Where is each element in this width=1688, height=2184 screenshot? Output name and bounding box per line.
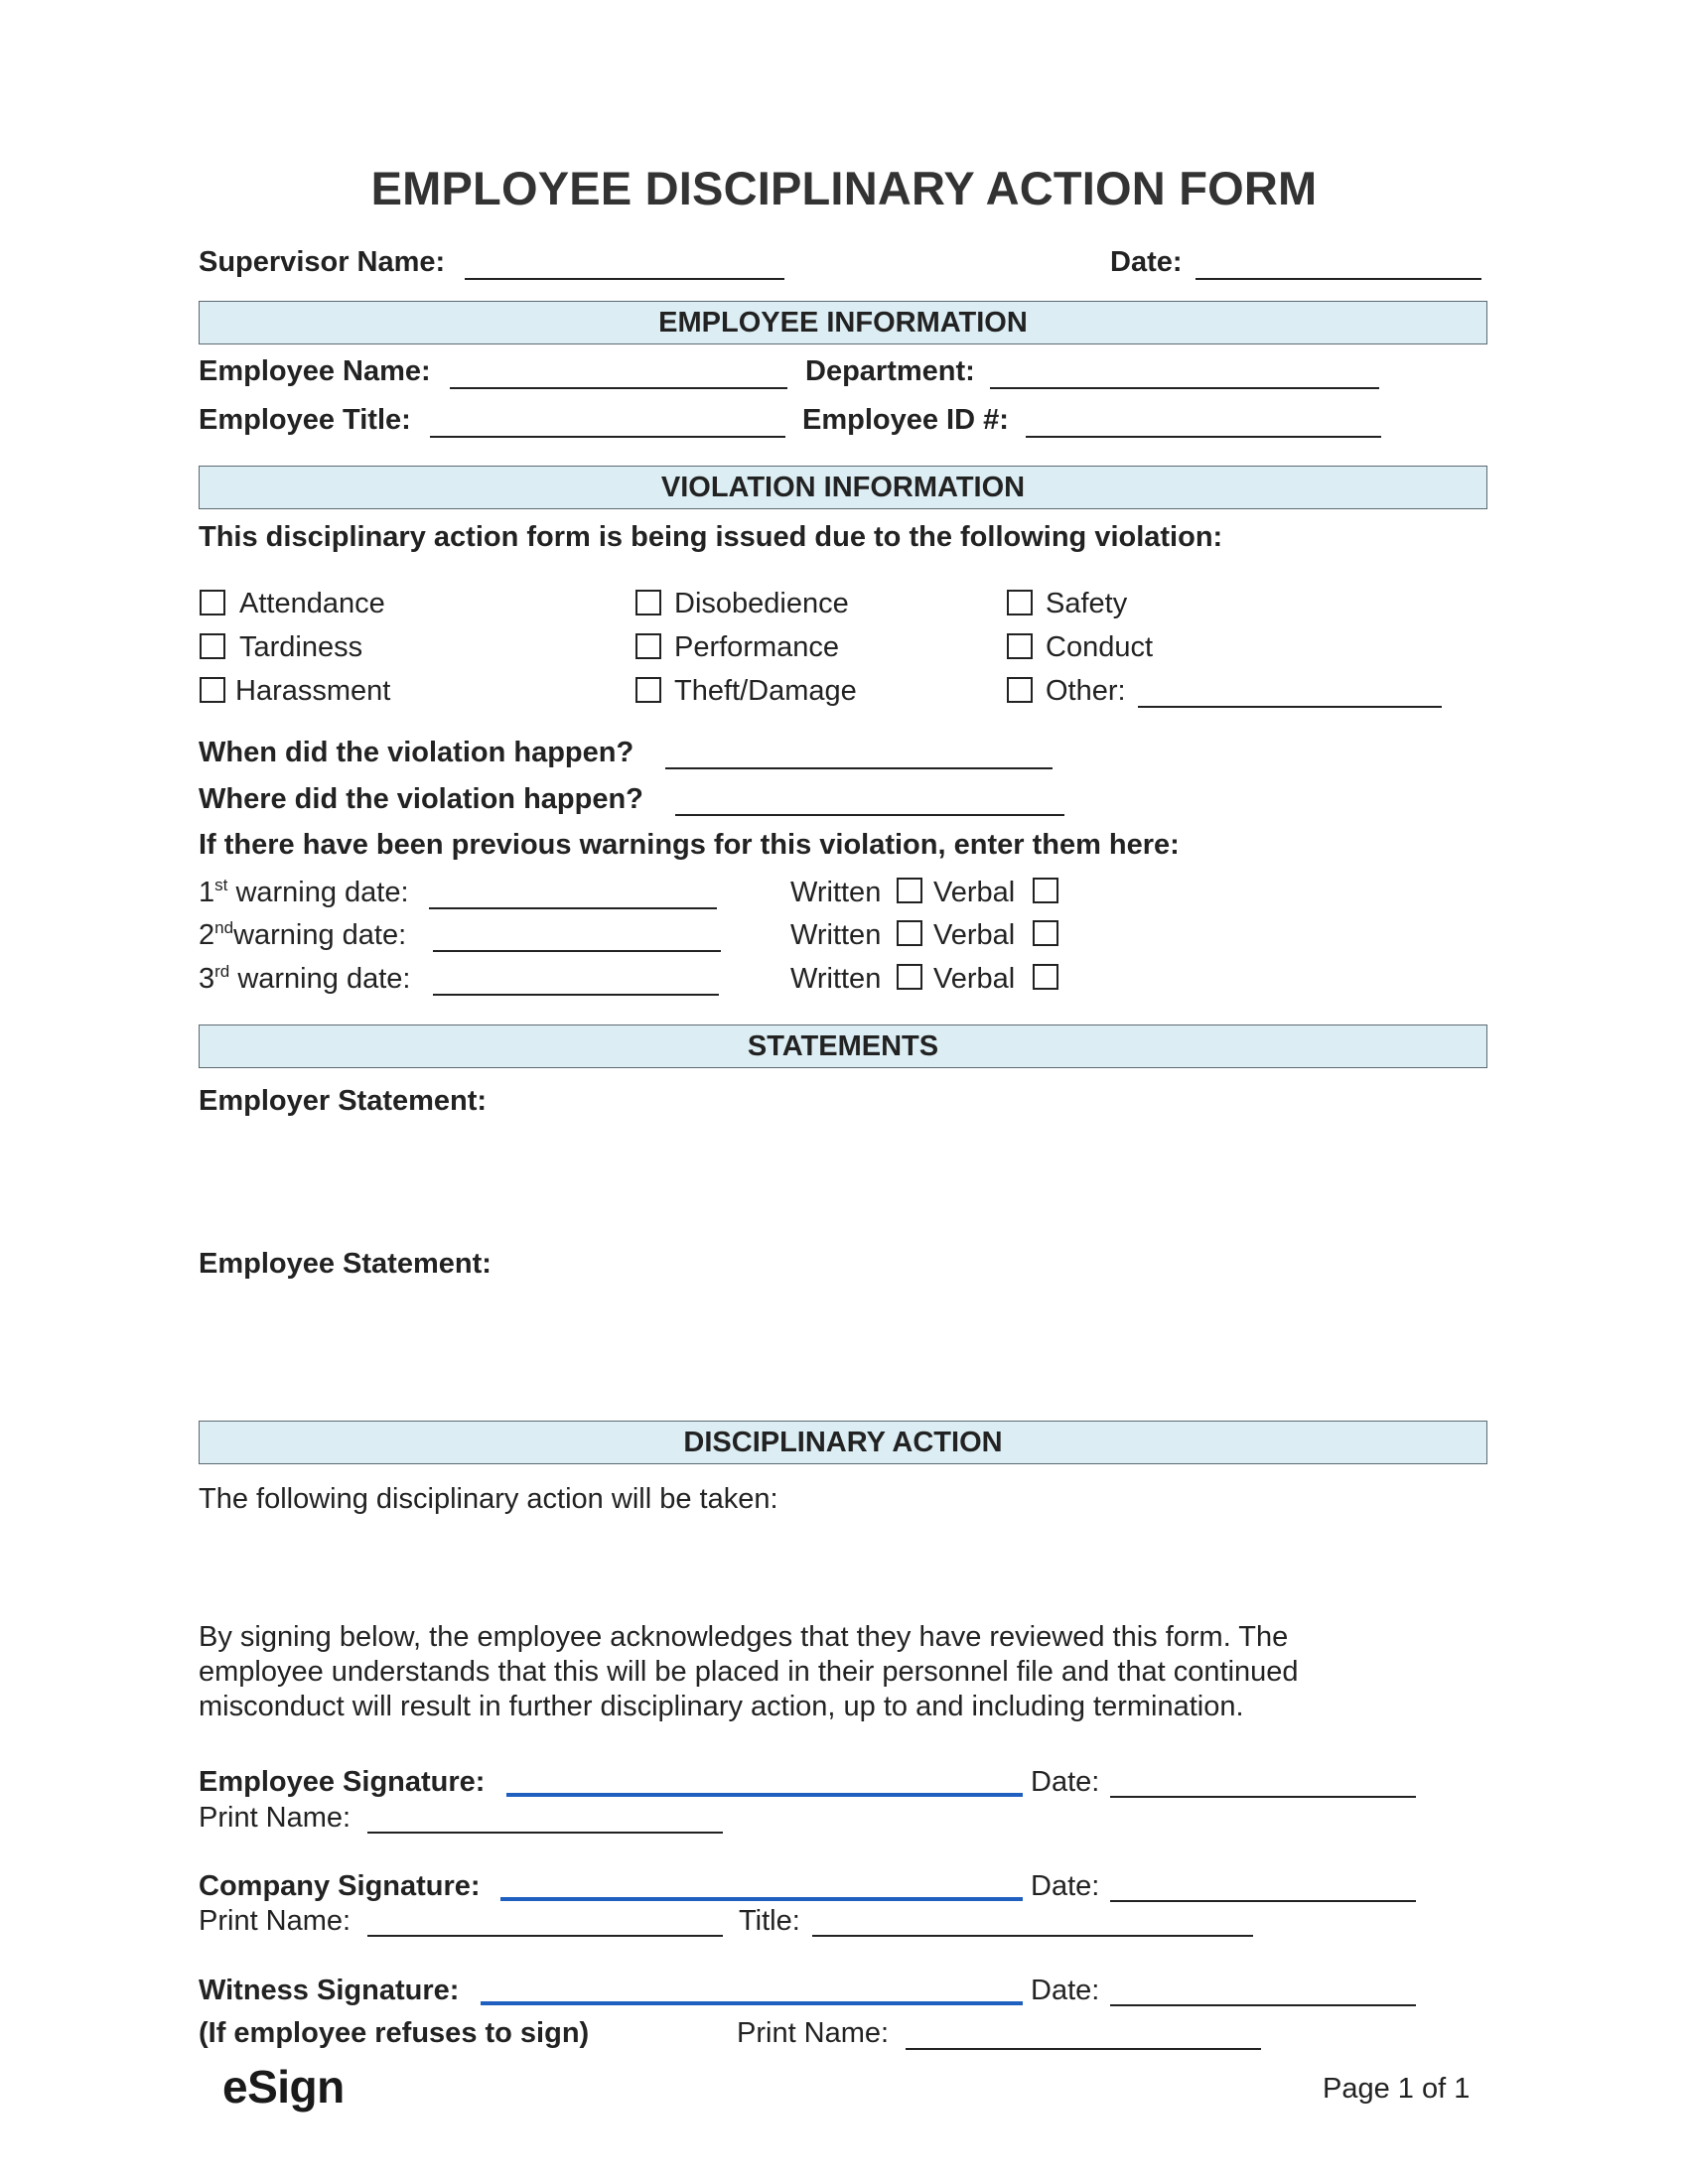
employee-signature-date-label: Date: xyxy=(1031,1766,1100,1798)
witness-print-name-field[interactable] xyxy=(906,2048,1261,2050)
when-label: When did the violation happen? xyxy=(199,737,634,768)
company-print-name-field[interactable] xyxy=(367,1935,723,1937)
warning-1-written-label: Written xyxy=(790,877,882,908)
warning-2-written-label: Written xyxy=(790,919,882,951)
company-print-name-label: Print Name: xyxy=(199,1905,352,1937)
warning-3-verbal-checkbox[interactable] xyxy=(1033,964,1058,990)
warning-2-suffix: nd xyxy=(214,918,234,937)
page-number: Page 1 of 1 xyxy=(1323,2073,1471,2105)
warning-1-suffix: st xyxy=(214,876,228,894)
witness-note: (If employee refuses to sign) xyxy=(199,2017,590,2049)
other-field[interactable] xyxy=(1138,706,1442,708)
header-date-field[interactable] xyxy=(1196,278,1481,280)
warning-2-number: 2 xyxy=(199,919,215,951)
theft-damage-label: Theft/Damage xyxy=(674,675,857,707)
attendance-checkbox[interactable] xyxy=(200,590,225,615)
warning-1-date-field[interactable] xyxy=(429,907,717,909)
warning-2-written-checkbox[interactable] xyxy=(897,920,922,946)
employer-statement-area[interactable] xyxy=(199,1122,1487,1241)
warning-1-label xyxy=(199,876,409,909)
statements-heading: STATEMENTS xyxy=(199,1024,1487,1068)
warning-1-text: warning date: xyxy=(235,877,409,908)
department-label: Department: xyxy=(805,355,975,387)
employee-title-label: Employee Title: xyxy=(199,404,411,436)
safety-checkbox[interactable] xyxy=(1007,590,1033,615)
where-label: Where did the violation happen? xyxy=(199,783,643,815)
harassment-label: Harassment xyxy=(235,675,391,707)
employee-information-heading: EMPLOYEE INFORMATION xyxy=(199,301,1487,344)
warning-2-verbal-label: Verbal xyxy=(933,919,1016,951)
employer-statement-label: Employer Statement: xyxy=(199,1085,488,1117)
employee-print-name-label: Print Name: xyxy=(199,1802,352,1834)
harassment-checkbox[interactable] xyxy=(200,677,225,703)
department-field[interactable] xyxy=(990,387,1379,389)
disciplinary-action-area[interactable] xyxy=(199,1521,1487,1610)
conduct-checkbox[interactable] xyxy=(1007,633,1033,659)
esign-logo: eSign xyxy=(222,2061,345,2113)
other-label: Other: xyxy=(1046,675,1126,707)
tardiness-label: Tardiness xyxy=(239,631,363,663)
form-title: EMPLOYEE DISCIPLINARY ACTION FORM xyxy=(370,162,1318,214)
disobedience-checkbox[interactable] xyxy=(635,590,661,615)
employee-name-field[interactable] xyxy=(450,387,787,389)
company-signature-label: Company Signature: xyxy=(199,1870,481,1902)
witness-print-name-label: Print Name: xyxy=(737,2017,890,2049)
acknowledgement-paragraph: By signing below, the employee acknowledges that they have reviewed this form. The employee understands that this will be placed in their personnel file and that continued misconduct will result in further disciplinary action, up to and including termination. xyxy=(199,1621,1299,1722)
previous-warnings-label: If there have been previous warnings for this violation, enter them here: xyxy=(199,829,1180,861)
warning-3-text: warning date: xyxy=(237,963,411,995)
employee-signature-date-field[interactable] xyxy=(1110,1796,1416,1798)
when-field[interactable] xyxy=(665,767,1053,769)
where-field[interactable] xyxy=(675,814,1064,816)
warning-1-verbal-label: Verbal xyxy=(933,877,1016,908)
witness-signature-label: Witness Signature: xyxy=(199,1975,460,2006)
witness-signature-date-label: Date: xyxy=(1031,1975,1100,2006)
warning-2-label xyxy=(199,918,406,952)
warning-3-date-field[interactable] xyxy=(433,994,719,996)
warning-1-verbal-checkbox[interactable] xyxy=(1033,878,1058,903)
disobedience-label: Disobedience xyxy=(674,588,849,619)
safety-label: Safety xyxy=(1046,588,1128,619)
employee-name-label: Employee Name: xyxy=(199,355,431,387)
employee-print-name-field[interactable] xyxy=(367,1832,723,1834)
employee-signature-label: Employee Signature: xyxy=(199,1766,486,1798)
warning-3-suffix: rd xyxy=(214,962,230,981)
warning-3-written-label: Written xyxy=(790,963,882,995)
performance-checkbox[interactable] xyxy=(635,633,661,659)
theft-damage-checkbox[interactable] xyxy=(635,677,661,703)
company-signature-field[interactable] xyxy=(500,1897,1023,1901)
employee-title-field[interactable] xyxy=(430,436,785,438)
violation-information-heading: VIOLATION INFORMATION xyxy=(199,466,1487,509)
conduct-label: Conduct xyxy=(1046,631,1154,663)
warning-3-label xyxy=(199,962,410,996)
other-checkbox[interactable] xyxy=(1007,677,1033,703)
supervisor-name-label: Supervisor Name: xyxy=(199,246,446,278)
employee-signature-field[interactable] xyxy=(506,1793,1023,1797)
attendance-label: Attendance xyxy=(239,588,385,619)
warning-2-text: warning date: xyxy=(233,919,407,951)
employee-statement-area[interactable] xyxy=(199,1285,1487,1404)
company-title-label: Title: xyxy=(739,1905,800,1937)
warning-2-date-field[interactable] xyxy=(433,950,721,952)
warning-1-written-checkbox[interactable] xyxy=(897,878,922,903)
warning-2-verbal-checkbox[interactable] xyxy=(1033,920,1058,946)
company-title-field[interactable] xyxy=(812,1935,1253,1937)
warning-3-verbal-label: Verbal xyxy=(933,963,1016,995)
company-signature-date-field[interactable] xyxy=(1110,1900,1416,1902)
witness-signature-field[interactable] xyxy=(481,2001,1023,2005)
witness-signature-date-field[interactable] xyxy=(1110,2004,1416,2006)
employee-id-field[interactable] xyxy=(1026,436,1381,438)
tardiness-checkbox[interactable] xyxy=(200,633,225,659)
supervisor-name-field[interactable] xyxy=(465,278,784,280)
employee-statement-label: Employee Statement: xyxy=(199,1248,492,1280)
employee-id-label: Employee ID #: xyxy=(802,404,1009,436)
violation-intro: This disciplinary action form is being issued due to the following violation: xyxy=(199,521,1223,553)
header-date-label: Date: xyxy=(1110,246,1183,278)
warning-3-written-checkbox[interactable] xyxy=(897,964,922,990)
company-signature-date-label: Date: xyxy=(1031,1870,1100,1902)
performance-label: Performance xyxy=(674,631,840,663)
warning-1-number: 1 xyxy=(199,877,215,908)
disciplinary-action-heading: DISCIPLINARY ACTION xyxy=(199,1421,1487,1464)
warning-3-number: 3 xyxy=(199,963,215,995)
disciplinary-action-intro: The following disciplinary action will be taken: xyxy=(199,1483,778,1515)
